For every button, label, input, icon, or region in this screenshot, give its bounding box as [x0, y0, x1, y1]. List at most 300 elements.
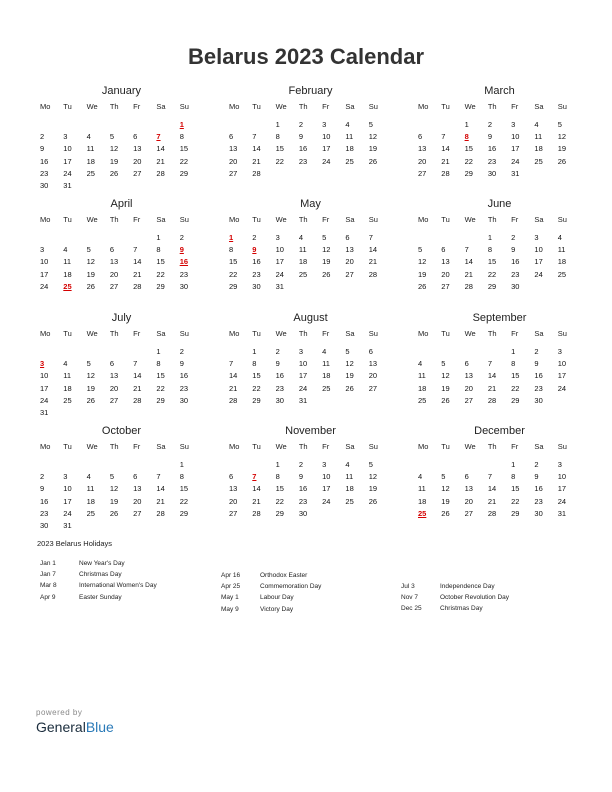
- week-row: [40, 346, 203, 358]
- day-cell: 28: [156, 508, 165, 518]
- day-cell: 6: [109, 245, 115, 255]
- day-cell: 26: [109, 168, 119, 178]
- day-cell: 13: [229, 144, 238, 154]
- weekday-label: Su: [179, 329, 189, 338]
- day-cell: 13: [464, 484, 473, 494]
- day-cell: 27: [464, 395, 473, 405]
- day-cell: [465, 346, 488, 358]
- day-cell: 4: [418, 472, 423, 482]
- day-cell: 30: [511, 281, 520, 291]
- day-cell: 17: [63, 496, 72, 506]
- day-cell: 7: [487, 472, 493, 482]
- week-row: [229, 269, 392, 281]
- day-cell: 16: [179, 257, 189, 267]
- day-cell: 24: [40, 281, 49, 291]
- day-cell: 20: [133, 156, 142, 166]
- week-row: [229, 496, 392, 508]
- day-cell: 14: [252, 144, 261, 154]
- day-cell: 12: [109, 484, 119, 494]
- day-cell: 3: [63, 132, 68, 142]
- day-cell: 15: [275, 144, 284, 154]
- month-october: [40, 424, 203, 532]
- day-cell: [369, 281, 392, 293]
- weekday-label: We: [86, 215, 98, 224]
- weekday-label: Fr: [511, 215, 519, 224]
- day-cell: [180, 407, 203, 419]
- week-row: [40, 383, 203, 395]
- day-cell: 1: [156, 347, 161, 356]
- day-cell: 22: [179, 496, 189, 506]
- day-cell: 1: [464, 120, 469, 129]
- day-cell: 26: [368, 496, 378, 506]
- weekday-label: Th: [298, 329, 308, 338]
- day-cell: 13: [229, 484, 238, 494]
- day-cell: 14: [464, 257, 473, 267]
- day-cell: 12: [86, 371, 95, 381]
- holiday-date: Nov 7: [401, 594, 418, 602]
- day-cell: 7: [441, 132, 446, 142]
- day-cell: 11: [534, 132, 543, 142]
- weekday-label: Mo: [40, 102, 51, 111]
- weekday-label: We: [464, 442, 476, 451]
- day-cell: 29: [252, 395, 261, 405]
- day-cell: 8: [464, 132, 469, 142]
- day-cell: [40, 346, 63, 358]
- day-cell: 10: [557, 359, 567, 369]
- day-cell: 12: [441, 484, 450, 494]
- weekday-label: Sa: [156, 215, 166, 224]
- day-cell: 13: [109, 371, 119, 381]
- weekday-label: Tu: [252, 215, 261, 224]
- day-cell: [63, 407, 86, 419]
- day-cell: 26: [368, 156, 378, 166]
- day-cell: 1: [179, 120, 184, 129]
- day-cell: 4: [63, 359, 68, 369]
- day-cell: [558, 395, 581, 407]
- week-row: [40, 131, 203, 143]
- weekday-header: [40, 215, 203, 226]
- week-row: [40, 508, 203, 520]
- day-cell: 14: [229, 371, 238, 381]
- weekday-label: Tu: [252, 102, 261, 111]
- day-cell: [488, 346, 511, 358]
- day-cell: 26: [441, 395, 450, 405]
- holiday-item: [40, 569, 157, 580]
- week-row: [418, 471, 581, 483]
- holiday-column: [221, 570, 321, 615]
- weekday-header: [40, 329, 203, 340]
- day-cell: 27: [229, 168, 238, 178]
- month-name: August: [293, 312, 328, 324]
- day-cell: 12: [418, 257, 427, 267]
- weekday-label: Th: [487, 215, 497, 224]
- day-cell: 17: [275, 257, 284, 267]
- weekday-label: We: [464, 329, 476, 338]
- weekday-label: Su: [557, 215, 567, 224]
- week-row: [40, 407, 203, 419]
- day-cell: 17: [322, 484, 331, 494]
- day-cell: 22: [156, 269, 165, 279]
- day-cell: 4: [345, 460, 350, 469]
- weekday-label: We: [275, 215, 287, 224]
- day-cell: 25: [418, 395, 427, 405]
- day-cell: 5: [322, 233, 327, 242]
- day-cell: 14: [133, 257, 142, 267]
- day-cell: 19: [109, 156, 119, 166]
- day-cell: [110, 180, 133, 192]
- week-row: [418, 383, 581, 395]
- day-cell: 19: [441, 496, 450, 506]
- day-cell: 28: [252, 168, 261, 178]
- weekday-label: Su: [557, 102, 567, 111]
- day-cell: 11: [418, 371, 426, 381]
- weekday-label: Th: [109, 102, 119, 111]
- day-cell: 29: [275, 508, 284, 518]
- month-name: May: [300, 198, 321, 210]
- day-cell: 16: [40, 156, 49, 166]
- month-name: February: [288, 85, 333, 97]
- week-row: [40, 459, 203, 471]
- day-cell: [229, 346, 252, 358]
- week-row: [40, 180, 203, 192]
- day-cell: 2: [534, 460, 539, 469]
- day-cell: 12: [86, 257, 95, 267]
- day-cell: 13: [418, 144, 427, 154]
- day-cell: 15: [275, 484, 284, 494]
- day-cell: 23: [179, 269, 189, 279]
- weekday-label: Th: [298, 102, 308, 111]
- day-cell: 24: [322, 156, 331, 166]
- day-cell: 26: [557, 156, 567, 166]
- holiday-date: May 9: [221, 605, 239, 613]
- day-cell: 19: [368, 144, 378, 154]
- day-cell: 19: [441, 383, 450, 393]
- day-cell: [465, 232, 488, 244]
- day-cell: 7: [133, 245, 138, 255]
- day-cell: 6: [109, 359, 115, 369]
- day-cell: 5: [86, 245, 91, 255]
- day-cell: 8: [487, 245, 493, 255]
- day-cell: 17: [557, 371, 567, 381]
- weekday-label: Mo: [418, 329, 429, 338]
- weekday-label: Mo: [229, 442, 240, 451]
- week-row: [418, 281, 581, 293]
- day-cell: 21: [133, 383, 142, 393]
- day-cell: 27: [418, 168, 427, 178]
- month-name: October: [101, 425, 142, 437]
- weekday-label: We: [464, 215, 476, 224]
- day-cell: 12: [368, 132, 378, 142]
- month-january: [40, 84, 203, 192]
- day-cell: 7: [368, 233, 373, 242]
- day-cell: 18: [534, 144, 543, 154]
- week-row: [229, 370, 392, 382]
- day-cell: 21: [133, 269, 142, 279]
- day-cell: 1: [229, 233, 234, 242]
- day-cell: 7: [133, 359, 138, 369]
- weekday-header: [418, 215, 581, 226]
- day-cell: 5: [418, 245, 423, 255]
- day-cell: 21: [487, 383, 497, 393]
- day-cell: 22: [275, 496, 284, 506]
- week-row: [418, 232, 581, 244]
- weekday-header: [40, 442, 203, 453]
- weekday-label: Sa: [156, 102, 166, 111]
- month-february: [229, 84, 392, 180]
- day-cell: [465, 459, 488, 471]
- day-cell: 9: [487, 132, 493, 142]
- day-cell: 9: [252, 245, 257, 255]
- day-cell: 8: [275, 132, 280, 142]
- day-cell: [87, 407, 110, 419]
- day-cell: 4: [298, 233, 304, 242]
- day-cell: 29: [487, 281, 497, 291]
- day-cell: 16: [275, 371, 284, 381]
- day-cell: 9: [179, 245, 184, 255]
- day-cell: 12: [557, 132, 567, 142]
- day-cell: 22: [229, 269, 238, 279]
- day-cell: [40, 459, 63, 471]
- day-cell: 16: [534, 484, 543, 494]
- day-cell: [133, 520, 156, 532]
- day-cell: [87, 346, 110, 358]
- day-cell: 8: [229, 245, 234, 255]
- day-cell: 19: [368, 484, 378, 494]
- holiday-name: Victory Day: [260, 605, 294, 613]
- day-cell: [322, 281, 345, 293]
- weekday-label: Sa: [345, 215, 355, 224]
- day-cell: [156, 119, 179, 131]
- weekday-label: Fr: [322, 215, 330, 224]
- weekday-label: Tu: [441, 215, 450, 224]
- weekday-label: Th: [487, 442, 497, 451]
- day-cell: 15: [179, 484, 189, 494]
- day-cell: 24: [511, 156, 520, 166]
- day-cell: 26: [86, 281, 95, 291]
- day-cell: [534, 281, 557, 293]
- day-cell: 7: [487, 359, 493, 369]
- day-cell: 28: [368, 269, 378, 279]
- day-cell: [110, 520, 133, 532]
- day-cell: 10: [511, 132, 520, 142]
- day-cell: 27: [133, 508, 142, 518]
- day-cell: 8: [156, 359, 161, 369]
- day-cell: [180, 520, 203, 532]
- week-row: [40, 156, 203, 168]
- weekday-label: Su: [368, 215, 378, 224]
- week-row: [229, 131, 392, 143]
- weekday-label: Fr: [133, 442, 141, 451]
- day-cell: 2: [298, 120, 304, 129]
- day-cell: 21: [229, 383, 238, 393]
- day-cell: 9: [534, 359, 539, 369]
- day-cell: 22: [179, 156, 189, 166]
- holiday-name: Labour Day: [260, 594, 294, 602]
- month-march: [418, 84, 581, 180]
- day-cell: 25: [86, 508, 95, 518]
- day-cell: [87, 180, 110, 192]
- day-cell: 2: [179, 233, 184, 242]
- day-cell: 10: [63, 484, 72, 494]
- day-cell: 15: [464, 144, 473, 154]
- day-cell: 11: [298, 245, 307, 255]
- day-cell: 29: [179, 168, 189, 178]
- day-cell: 31: [40, 407, 49, 417]
- day-cell: 25: [298, 269, 308, 279]
- day-cell: 25: [418, 508, 427, 518]
- day-cell: 17: [40, 269, 49, 279]
- day-cell: [133, 346, 156, 358]
- week-row: [418, 358, 581, 370]
- day-cell: [441, 346, 464, 358]
- day-cell: [63, 346, 86, 358]
- day-cell: 20: [441, 269, 450, 279]
- day-cell: 11: [63, 257, 72, 267]
- day-cell: 30: [534, 395, 543, 405]
- day-cell: 17: [40, 383, 49, 393]
- day-cell: 8: [511, 472, 516, 482]
- day-cell: 3: [275, 233, 280, 242]
- holiday-date: Mar 8: [40, 582, 57, 590]
- day-cell: 20: [464, 383, 473, 393]
- day-cell: 11: [63, 371, 72, 381]
- day-cell: 13: [133, 484, 142, 494]
- day-cell: 30: [298, 508, 308, 518]
- day-cell: 23: [298, 156, 308, 166]
- day-cell: 3: [557, 460, 562, 469]
- holidays-title: 2023 Belarus Holidays: [37, 539, 113, 548]
- day-cell: [156, 459, 179, 471]
- holiday-name: Christmas Day: [79, 571, 122, 579]
- week-row: [418, 156, 581, 168]
- day-cell: 28: [487, 395, 497, 405]
- day-cell: [156, 407, 179, 419]
- day-cell: 7: [252, 132, 257, 142]
- day-cell: 23: [511, 269, 520, 279]
- day-cell: [87, 520, 110, 532]
- day-cell: 18: [345, 144, 354, 154]
- week-row: [418, 508, 581, 520]
- day-cell: 3: [40, 359, 45, 369]
- weekday-label: Su: [179, 102, 189, 111]
- day-cell: [229, 119, 252, 131]
- day-cell: 16: [511, 257, 520, 267]
- weekday-label: Fr: [133, 215, 141, 224]
- holiday-item: [40, 580, 157, 591]
- week-row: [418, 131, 581, 143]
- holiday-item: [221, 604, 321, 615]
- day-cell: [229, 459, 252, 471]
- day-cell: 11: [86, 144, 95, 154]
- holiday-name: October Revolution Day: [440, 594, 510, 602]
- day-cell: 10: [534, 245, 543, 255]
- holiday-name: International Women's Day: [79, 582, 157, 590]
- weekday-label: Tu: [63, 102, 72, 111]
- day-cell: 30: [487, 168, 497, 178]
- day-cell: 14: [156, 144, 165, 154]
- day-cell: [40, 232, 63, 244]
- day-cell: 8: [275, 472, 280, 482]
- day-cell: 21: [156, 156, 165, 166]
- day-cell: 18: [345, 484, 354, 494]
- day-cell: 2: [40, 132, 45, 142]
- day-cell: 1: [252, 347, 257, 356]
- month-july: [40, 311, 203, 419]
- week-row: [40, 395, 203, 407]
- week-row: [229, 383, 392, 395]
- day-cell: 27: [109, 395, 119, 405]
- day-cell: [369, 395, 392, 407]
- day-cell: 3: [63, 472, 68, 482]
- weekday-label: Su: [557, 329, 567, 338]
- day-cell: 13: [345, 245, 354, 255]
- weekday-label: Fr: [511, 329, 519, 338]
- month-name: April: [110, 198, 133, 210]
- page-title: Belarus 2023 Calendar: [187, 44, 425, 69]
- weekday-label: We: [275, 329, 287, 338]
- day-cell: 15: [252, 371, 261, 381]
- day-cell: 10: [322, 472, 331, 482]
- day-cell: [345, 168, 368, 180]
- day-cell: 23: [252, 269, 261, 279]
- day-cell: 15: [487, 257, 497, 267]
- day-cell: 24: [275, 269, 284, 279]
- day-cell: 30: [252, 281, 261, 291]
- day-cell: 8: [179, 472, 184, 482]
- day-cell: 21: [464, 269, 473, 279]
- day-cell: 30: [179, 395, 189, 405]
- holiday-item: [401, 603, 509, 614]
- weekday-label: Tu: [63, 329, 72, 338]
- day-cell: 6: [368, 347, 373, 356]
- day-cell: 5: [441, 359, 446, 369]
- day-cell: 6: [464, 359, 469, 369]
- day-cell: 26: [418, 281, 427, 291]
- week-row: [418, 244, 581, 256]
- week-row: [418, 168, 581, 180]
- day-cell: 18: [86, 496, 95, 506]
- month-september: [418, 311, 581, 407]
- weekday-label: We: [464, 102, 476, 111]
- day-cell: 15: [156, 257, 165, 267]
- day-cell: [87, 459, 110, 471]
- day-cell: 5: [345, 347, 350, 356]
- day-cell: 19: [86, 269, 95, 279]
- day-cell: [558, 168, 581, 180]
- day-cell: 24: [63, 168, 72, 178]
- holiday-date: Apr 9: [40, 593, 56, 601]
- day-cell: 2: [487, 120, 493, 129]
- day-cell: 23: [534, 496, 543, 506]
- day-cell: 16: [40, 496, 49, 506]
- week-row: [40, 496, 203, 508]
- day-cell: 22: [511, 383, 520, 393]
- day-cell: 25: [63, 395, 72, 405]
- day-cell: 19: [109, 496, 119, 506]
- weekday-label: Mo: [418, 442, 429, 451]
- day-cell: [276, 168, 299, 180]
- weekday-label: Fr: [511, 442, 519, 451]
- day-cell: 28: [229, 395, 238, 405]
- day-cell: 8: [179, 132, 184, 142]
- holiday-item: [401, 581, 509, 592]
- day-cell: [40, 119, 63, 131]
- week-row: [229, 232, 392, 244]
- day-cell: 23: [298, 496, 308, 506]
- weekday-label: Mo: [40, 442, 51, 451]
- month-april: [40, 197, 203, 293]
- holiday-item: [221, 570, 321, 581]
